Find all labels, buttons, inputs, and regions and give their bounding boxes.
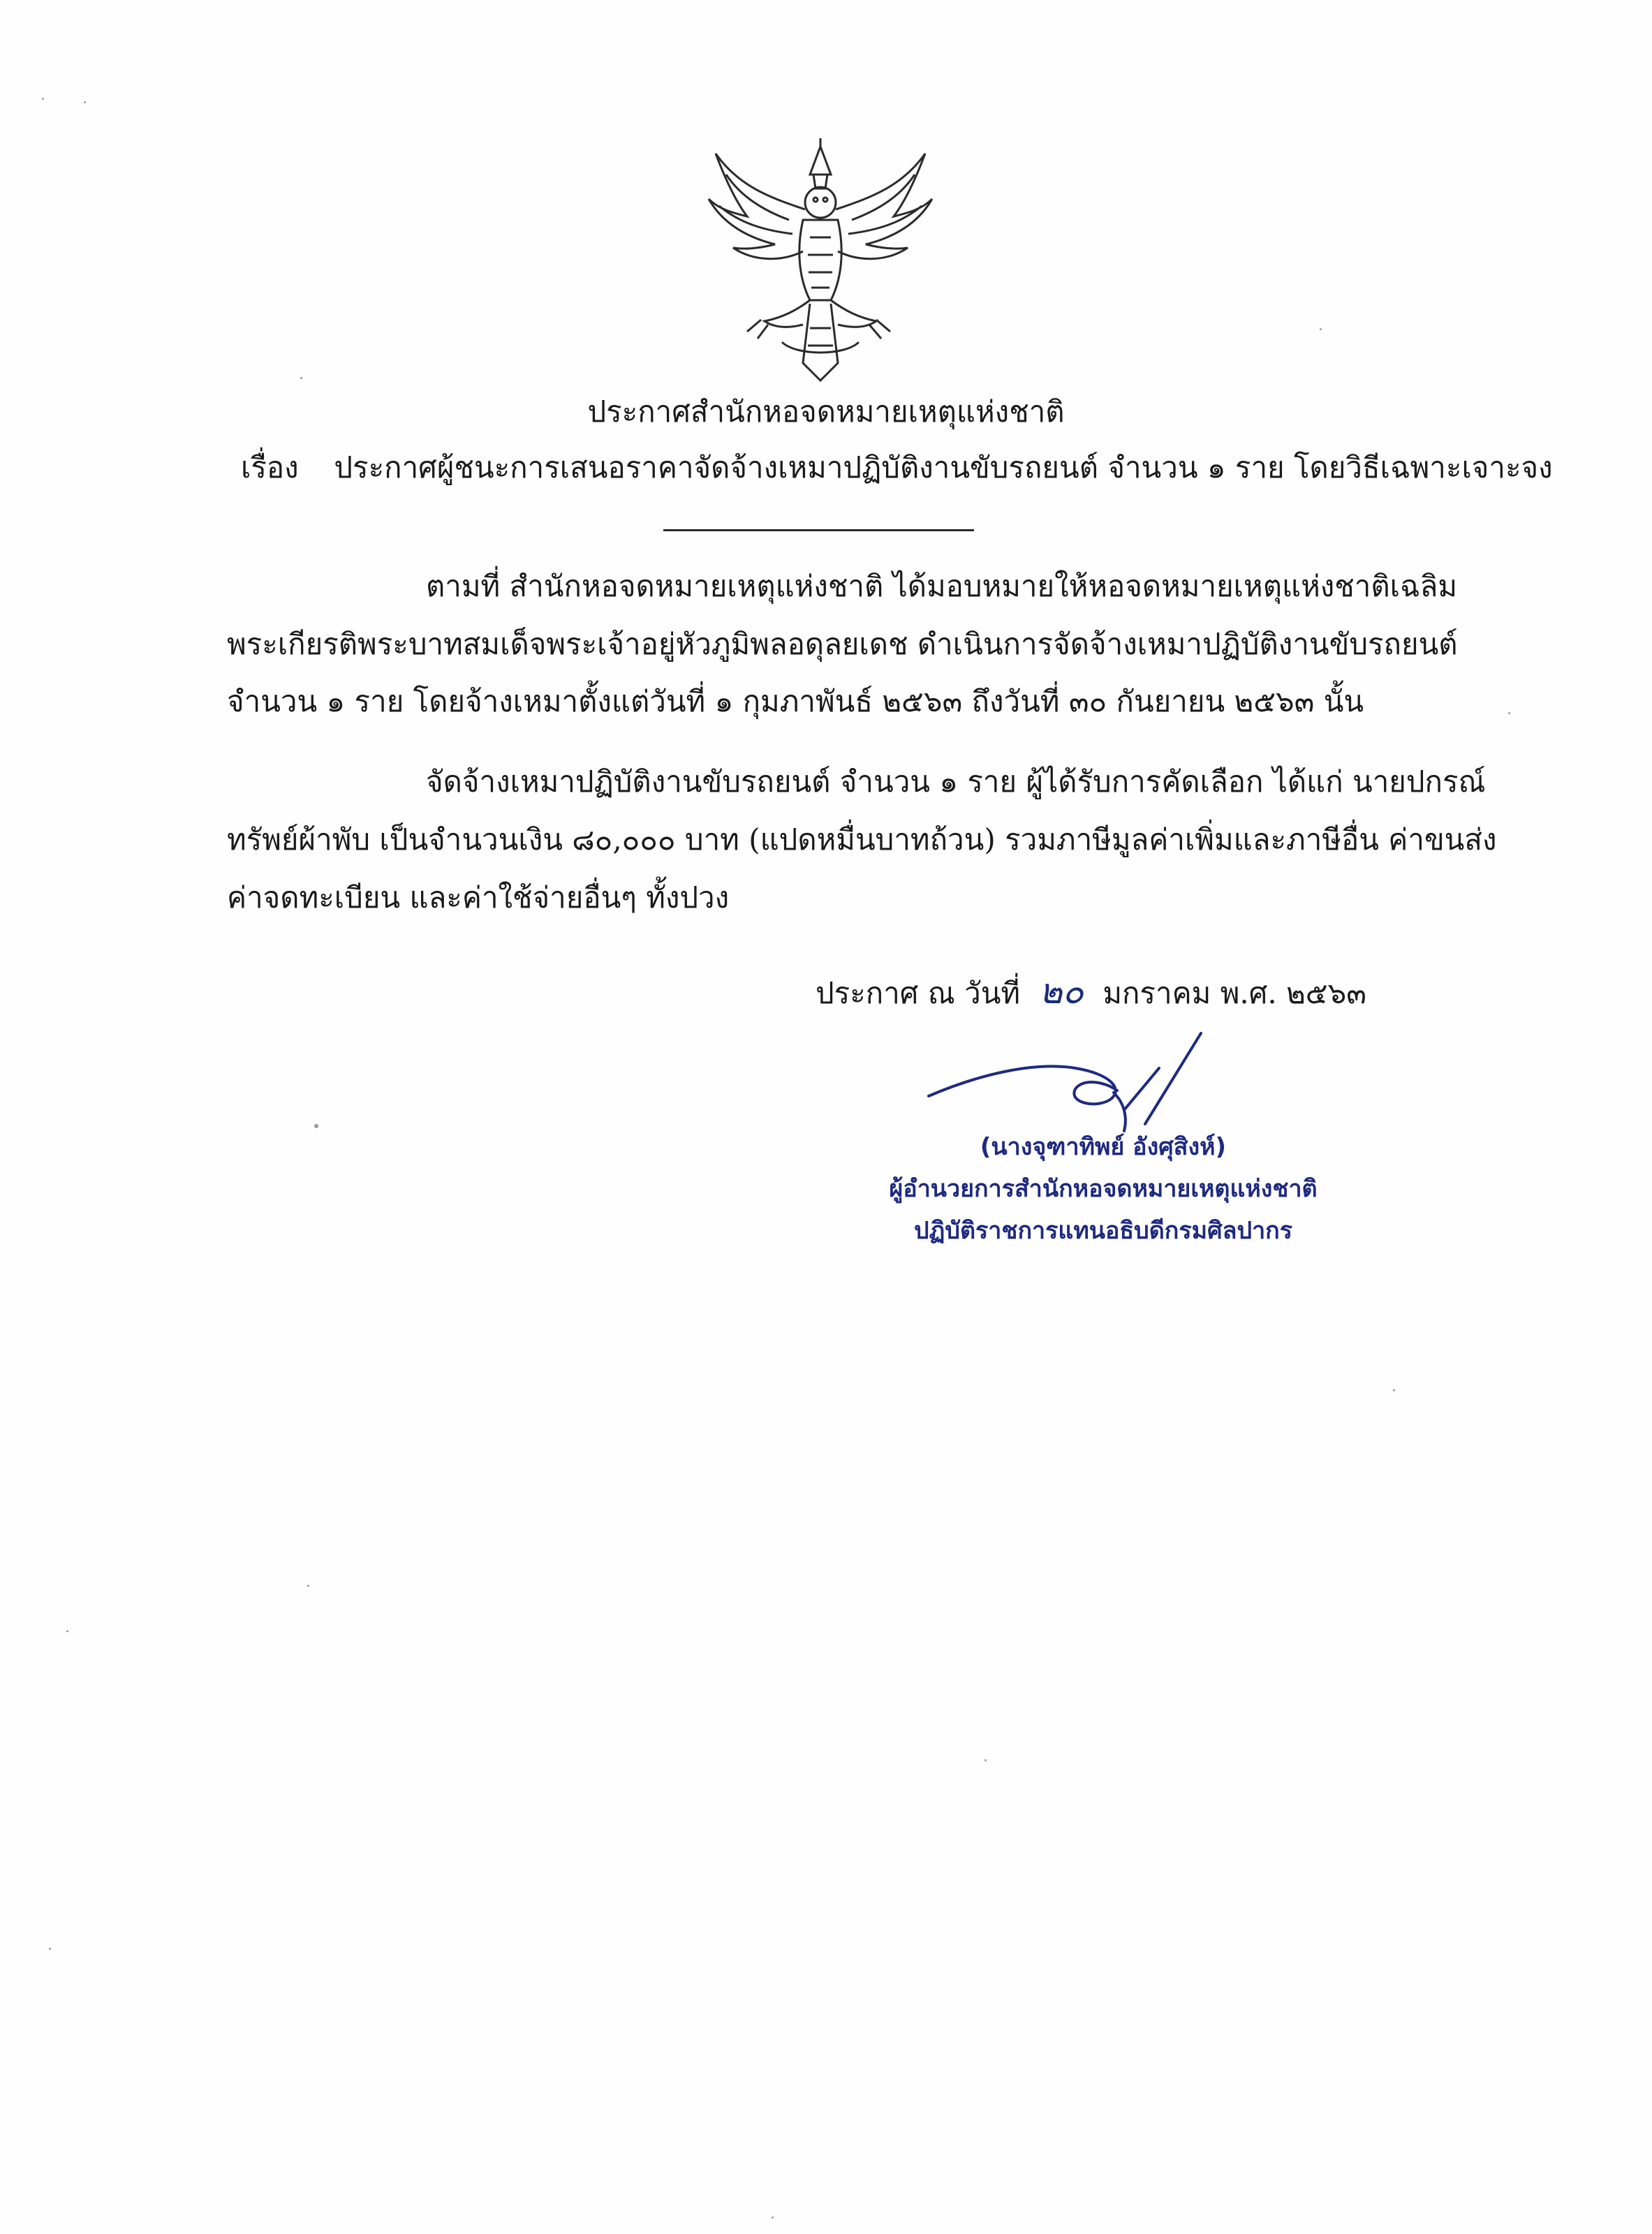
paragraph-2-line-1: จัดจ้างเหมาปฏิบัติงานขับรถยนต์ จำนวน ๑ ราย ผู้ได้รับการคัดเลือก ได้แก่ นายปกรณ์: [426, 764, 1486, 799]
paper-speck: [42, 98, 44, 100]
paper-speck: [772, 2217, 774, 2219]
paper-speck: [84, 101, 86, 103]
handwritten-signature: [915, 1026, 1236, 1138]
header-divider: [663, 529, 974, 531]
signatory-name: (นางจุฑาทิพย์ อังศุสิงห์): [980, 1133, 1227, 1161]
announcement-date: [816, 970, 1366, 1012]
signatory-position-2: ปฏิบัติราชการแทนอธิบดีกรมศิลปากร: [913, 1217, 1293, 1245]
paragraph-2-line-2: ทรัพย์ผ้าพับ เป็นจำนวนเงิน ๘๐,๐๐๐ บาท (แปดหมื่นบาทถ้วน) รวมภาษีมูลค่าเพิ่มและภาษีอื่น ค่าขนส่ง: [227, 822, 1497, 857]
paper-speck: [1393, 1389, 1395, 1391]
announcement-prefix: ประกาศ ณ วันที่: [816, 976, 1021, 1010]
paper-speck: [307, 1585, 309, 1587]
agency-title: ประกาศสำนักหอจดหมายเหตุแห่งชาติ: [587, 394, 1065, 429]
paragraph-1-line-1: ตามที่ สำนักหอจดหมายเหตุแห่งชาติ ได้มอบหมายให้หอจดหมายเหตุแห่งชาติเฉลิม: [426, 569, 1458, 603]
paper-speck: [1508, 712, 1510, 714]
paper-speck: [66, 1630, 68, 1632]
paper-speck: [300, 377, 302, 379]
signatory-position-1: ผู้อำนวยการสำนักหอจดหมายเหตุแห่งชาติ: [889, 1175, 1318, 1203]
garuda-emblem-icon: [698, 133, 943, 384]
paragraph-2-line-3: ค่าจดทะเบียน และค่าใช้จ่ายอื่นๆ ทั้งปวง: [227, 880, 730, 915]
paper-speck: [1320, 328, 1322, 330]
subject-text: ประกาศผู้ชนะการเสนอราคาจัดจ้างเหมาปฏิบัติงานขับรถยนต์ จำนวน ๑ ราย โดยวิธีเฉพาะเจาะจง: [334, 450, 1553, 484]
announcement-suffix: มกราคม พ.ศ. ๒๕๖๓: [1102, 976, 1366, 1010]
subject-label: เรื่อง: [241, 450, 299, 484]
subject-line: [241, 450, 1553, 485]
paper-speck: [314, 1124, 318, 1128]
paragraph-1-line-3: จำนวน ๑ ราย โดยจ้างเหมาตั้งแต่วันที่ ๑ กุมภาพันธ์ ๒๕๖๓ ถึงวันที่ ๓๐ กันยายน ๒๕๖๓ นั้น: [227, 684, 1364, 718]
paper-speck: [49, 1948, 51, 1950]
handwritten-day: ๒๐: [1039, 971, 1084, 1012]
paper-speck: [984, 1759, 987, 1761]
paragraph-1-line-2: พระเกียรติพระบาทสมเด็จพระเจ้าอยู่หัวภูมิพลอดุลยเดช ดำเนินการจัดจ้างเหมาปฏิบัติงานขับรถยนต์: [227, 627, 1458, 661]
